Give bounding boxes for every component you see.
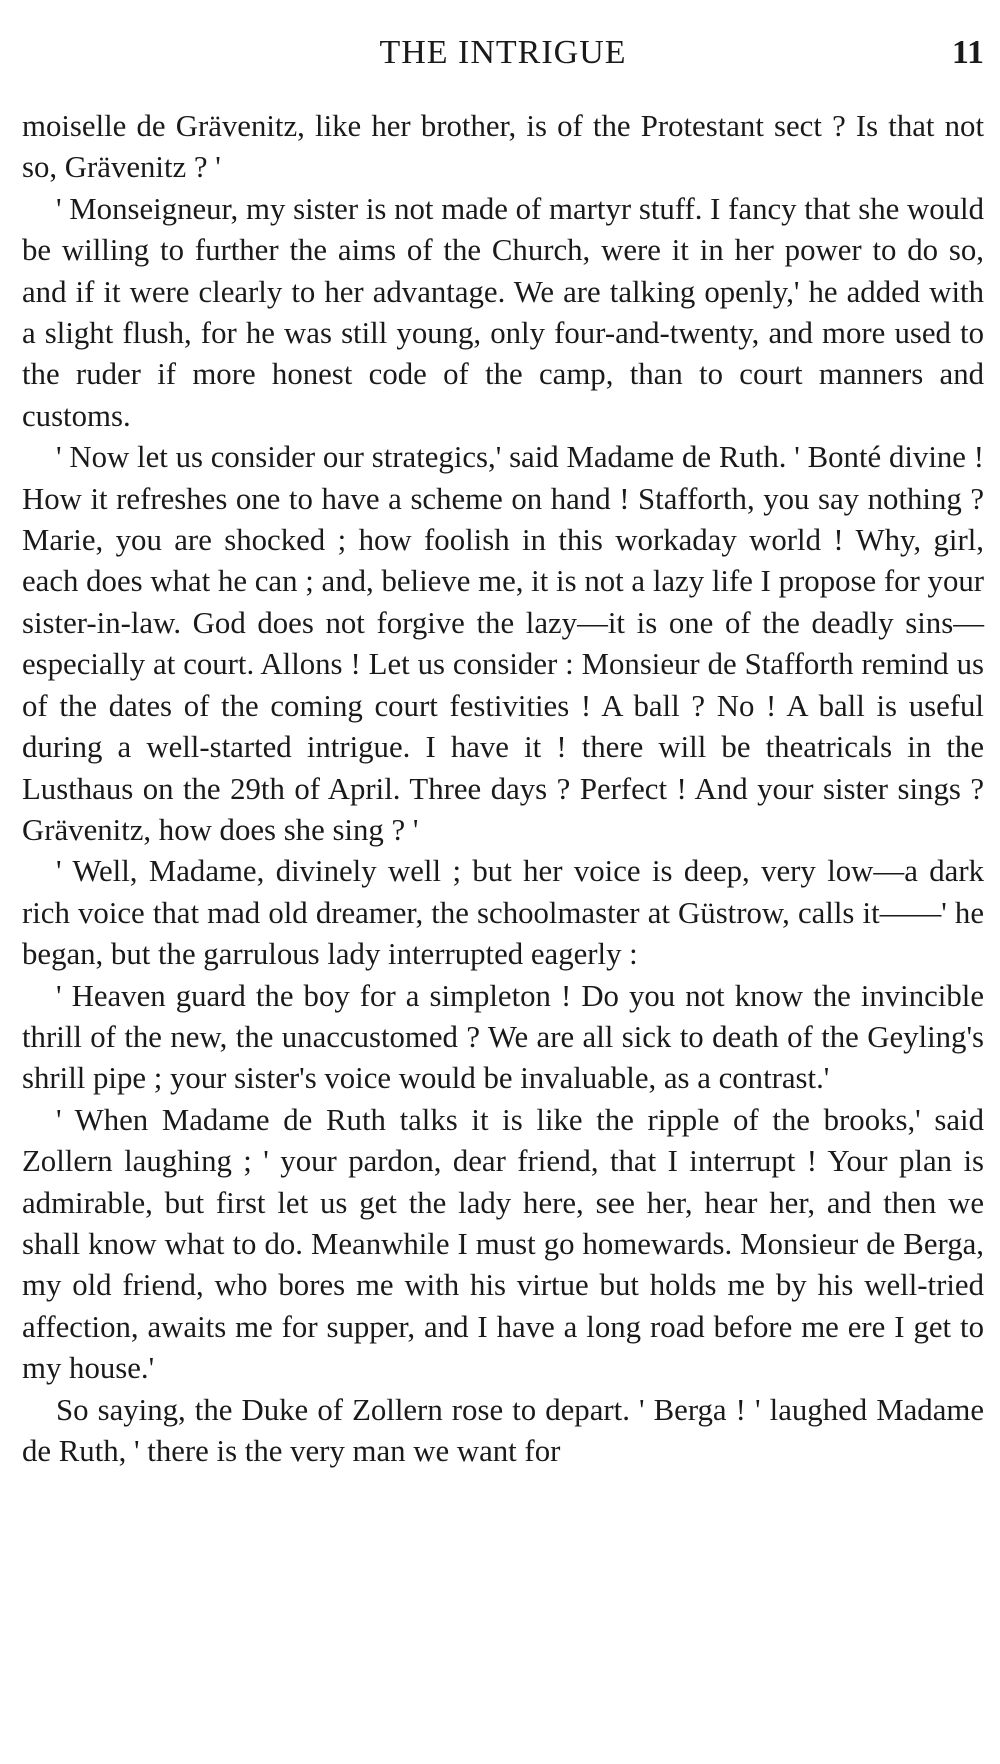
paragraph: ' Now let us consider our strategics,' said Madame de Ruth. ' Bonté divine ! How it refreshes one to have a scheme on hand ! Stafforth, you say nothing ? Marie, you are shocked ; how foolish in this workaday world ! Why, girl, each does what he can ; and, believe me, it is not a lazy life I propose for your sister-in-law. God does not forgive the lazy—it is one of the deadly sins—especially at court. Allons ! Let us consider : Monsieur de Stafforth remind us of the dates of the coming court festivities ! A ball ? No ! A ball is useful during a well-started intrigue. I have it ! there will be theatricals in the Lusthaus on the 29th of April. Three days ? Perfect ! And your sister sings ? Grävenitz, how does she sing ? ' [22, 440, 984, 847]
page-number: 11 [951, 34, 984, 71]
body-text [22, 106, 984, 1472]
paragraph: ' Monseigneur, my sister is not made of martyr stuff. I fancy that she would be willing to further the aims of the Church, were it in her power to do so, and if it were clearly to her advantage. We are talking openly,' he added with a slight flush, for he was still young, only four-and-twenty, and more used to the ruder if more honest code of the camp, than to court manners and customs. [22, 191, 984, 433]
running-title: THE INTRIGUE [379, 34, 627, 71]
book-page [22, 0, 984, 1764]
paragraph: ' Well, Madame, divinely well ; but her voice is deep, very low—a dark rich voice that mad old dreamer, the schoolmaster at Güstrow, calls it——' he began, but the garrulous lady interrupted eagerly : [22, 854, 984, 972]
paragraph: So saying, the Duke of Zollern rose to depart. ' Berga ! ' laughed Madame de Ruth, ' there is the very man we want for [22, 1392, 984, 1468]
paragraph-continuation: moiselle de Grävenitz, like her brother, is of the Protestant sect ? Is that not so, Grävenitz ? ' [22, 109, 984, 185]
paragraph: ' When Madame de Ruth talks it is like the ripple of the brooks,' said Zollern laughing ; ' your pardon, dear friend, that I interrupt ! Your plan is admirable, but first let us get the lady here, see her, hear her, and then we shall know what to do. Meanwhile I must go homewards. Monsieur de Berga, my old friend, who bores me with his virtue but holds me by his well-tried affection, awaits me for supper, and I have a long road before me ere I get to my house.' [22, 1102, 984, 1386]
running-head [22, 30, 984, 76]
paragraph: ' Heaven guard the boy for a simpleton ! Do you not know the invincible thrill of the new, the unaccustomed ? We are all sick to death of the Geyling's shrill pipe ; your sister's voice would be invaluable, as a contrast.' [22, 978, 984, 1096]
